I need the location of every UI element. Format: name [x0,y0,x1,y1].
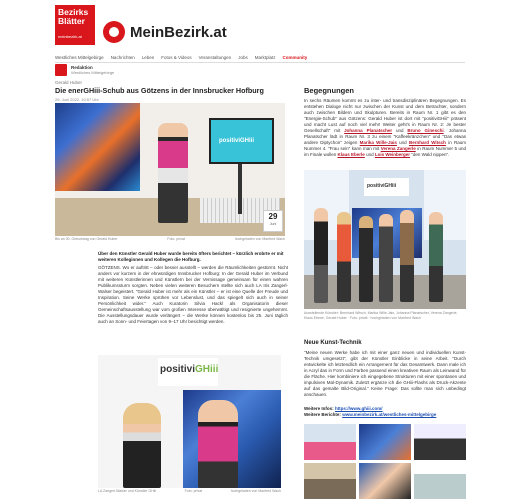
nav-item-nachrichten[interactable]: Nachrichten [110,54,135,60]
banner: positiviGHiii [364,178,409,196]
text-part: und [396,128,404,133]
person-figure [337,212,351,302]
text-part: in Raum Nummer 4. "Frau sein" kann man mit [304,140,466,151]
display-screen [209,118,274,164]
gallery-thumbnail[interactable] [304,424,356,460]
text-part: "den Wald nippen". [411,152,450,157]
gallery-thumbnail[interactable] [304,463,356,499]
banner-text-b: GHiii [195,364,219,375]
text-part: und [366,152,374,157]
caption-uploader[interactable]: hochgeladen von Manfred Wach [234,237,285,241]
artist-link[interactable]: Bruno Gineschi [407,128,444,133]
gallery-thumbnail[interactable] [414,463,466,499]
site-name[interactable]: MeinBezirk.at [130,24,227,41]
banner-text-a: positivi [160,364,196,375]
nav-item-leben[interactable]: Leben [141,54,155,60]
caption-text: LA Zangerl-Walser und Künstler GHiii [98,489,157,493]
nav-item-jobs[interactable]: Jobs [238,54,248,60]
meinbezirk-logo-icon[interactable] [103,21,125,43]
nav-item-fotos[interactable]: Fotos & Videos [161,54,192,60]
caption-text: Bis an 30. Geburtstag von Gerald Huber [55,237,118,241]
person-figure [379,214,393,302]
article-category: Gerald Huber [55,80,83,85]
gallery-thumbnail[interactable] [359,424,411,460]
group-photo[interactable] [304,170,466,309]
artist-link[interactable]: Bernhard Witsch [408,140,446,145]
nav-item-region[interactable]: Westliches Mittelgebirge [55,54,104,60]
person-figure [429,212,443,302]
person-figure [359,216,373,302]
site-header [0,0,523,52]
article-date: 29. Juni 2022, 10:57 Uhr [55,97,99,102]
bezirksblaetter-logo[interactable] [55,5,95,45]
artist-link[interactable]: Verena Zangerle [380,146,416,151]
artist-figure [198,400,238,488]
article-body: GÖTZENS. Wo er auftritt – oder besser ausstellt – werden die Räumlichkeiten gestürmt. Nicht anders vor kurzem in der ehrwürdigen Innsbrucker Hofburg: In der Gerald Huber im Verbund mit weiteren Künstlerinnen und Künstlern bei der Vernissage gemeinsam für einen wahren Publikumssturm sorgten. Neben vielen weiteren Besuchern stellte sich auch LA Iris Zangerl-Walser begeistert. "Gerald Huber ist mehr als ein Künstler – er ist eine Quelle der Freude und Inspiration. Seine Werke sprühen vor Lebenslust, und das spiegelt sich auch in seiner Persönlichkeit wider." Auch Kuratorin Silvia Hackl als Organisatorin dieser Gemeinschaftsausstellung war vom großen Interesse überwältigt und resignierte ungehemmt. Die Ausstellungsdauer wurde verlängert – die Werke können kostenlos bis 25. Juni täglich auch an Sonn- und Feiertagen von 9–17 Uhr besichtigt werden. [98,265,288,324]
article-title: Die enerGHiii-Schub aus Götzens in der Innsbrucker Hofburg [55,86,264,95]
gallery-thumbnail[interactable] [359,463,411,499]
text-part: In sechs Räumen kommt es zu inter- und transdisziplinären Begegnungen. Es entstehen Dialoge nicht nur zwischen der Kunst und dem Betrachter, sondern auch zwischen Bildern und Skulpturen. Bereits in Raum Nr. 1 gibt es den "Energie-Schub" aus Götzens: Gerald Huber ist dort mit "positiviGHiii" präsent und macht Lust auf noch viel mehr! Weiter geht's in Raum Nr. 2: Je bester Gesellschaft" mit [304,98,466,133]
section-title-neue-technik: Neue Kunst-Technik [304,340,362,346]
screen-stand [238,164,242,214]
nav-divider [55,62,465,63]
date-badge [263,210,283,232]
screen-text: positiviGHiii [219,138,255,144]
text-part: . Johanna Planatscher lädt in Raum Nr. 3 zu einem "Kaffeekränzchen" und "Das etwas andere Diptychon" zeigen [304,128,466,145]
nav-item-community[interactable]: Community [282,54,308,60]
person-figure [123,403,161,488]
reports-link[interactable]: www.meinbezirk.at/westliches-mittelgebirge [342,412,437,417]
photo-caption-main [55,237,285,241]
author-name[interactable]: Redaktion [71,65,93,70]
info-label: Weitere Infos: [304,406,334,411]
artist-link[interactable]: Lois Weinberger [374,152,411,157]
article-photo-main[interactable] [55,103,285,236]
website-link[interactable]: https://www.ghiii.com/ [334,406,383,411]
nav-item-veranstaltungen[interactable]: Veranstaltungen [198,54,232,60]
photo-caption-second [98,489,281,493]
group-photo-caption: Ausstellende Künstler: Bernhard Witsch, Marika Wille-Jais, Johanna Planatscher, Verena Zangerle, Klaus Eberle, Gerald Huber · Foto: privat · hochgeladen von Manfred Wach [304,311,458,320]
brand-line2: Blätter [58,16,85,26]
article-lead: Über den Künstler Gerald Huber wurde bereits öfters berichtet – kürzlich erobrte er mit weiteren Kolleginnen und Kollegen die Hofburg. [98,251,284,262]
artist-link[interactable]: Marika Wille-Jais [359,140,397,145]
author-avatar[interactable] [55,64,67,76]
artist-link[interactable]: Klaus Eberle [337,152,365,157]
author-box[interactable] [55,63,114,77]
brand-line1: Bezirks [58,7,89,17]
section-body-begegnungen [304,98,466,158]
text-part: und [399,140,407,145]
artist-figure [158,123,188,223]
main-nav [55,52,465,62]
caption-uploader[interactable]: hochgeladen von Manfred Wach [230,489,281,493]
banner [158,358,218,386]
date-day: 29 [268,212,278,221]
text-part: in Raum Nummer 5 und im Finale wollen [304,146,466,157]
nav-item-marktplatz[interactable]: Marktplatz [254,54,276,60]
caption-credit: Foto: privat [184,489,203,493]
painting [55,103,140,191]
artist-link[interactable]: Johanna Planatscher [344,128,393,133]
article-photo-second[interactable] [98,355,281,488]
brand-sub: meinbezirk.at [58,34,82,39]
photo-gallery [304,424,466,499]
section-title-begegnungen: Begegnungen [304,86,354,95]
info-links [304,406,466,418]
info-label: Weitere Berichte: [304,412,341,417]
person-figure [400,210,414,302]
caption-credit: Foto: privat [167,237,185,241]
gallery-thumbnail[interactable] [414,424,466,460]
author-sub: Westliches Mittelgebirge [71,70,115,75]
section-body-neue-technik: "Meine neuen Werke habe ich mit einer ganz neuen und individuellen Kunst-Technik umgesetzt", gibt der Künstler Einblicke in seine Arbeit. "Durch entwickelte ich letztendlich ein Arrangement für das Gesamtwerk. Dann male ich in Acryl das in Form und Farben passend einen kreativen Raum als Leinwand für die Fläche. Hier kombiniere ich eingegebene Strukturen mit einer spontanen und impulsiven Mal-Dynamik. Zuletzt ergänze ich die GHiii-Flashs als Druck-Akzente auf das gemalte Bild-Original." Keine Frage: Das sollte man sich unbedingt anschauen. [304,350,466,397]
person-figure [314,208,328,303]
date-month: Juni [269,222,277,226]
